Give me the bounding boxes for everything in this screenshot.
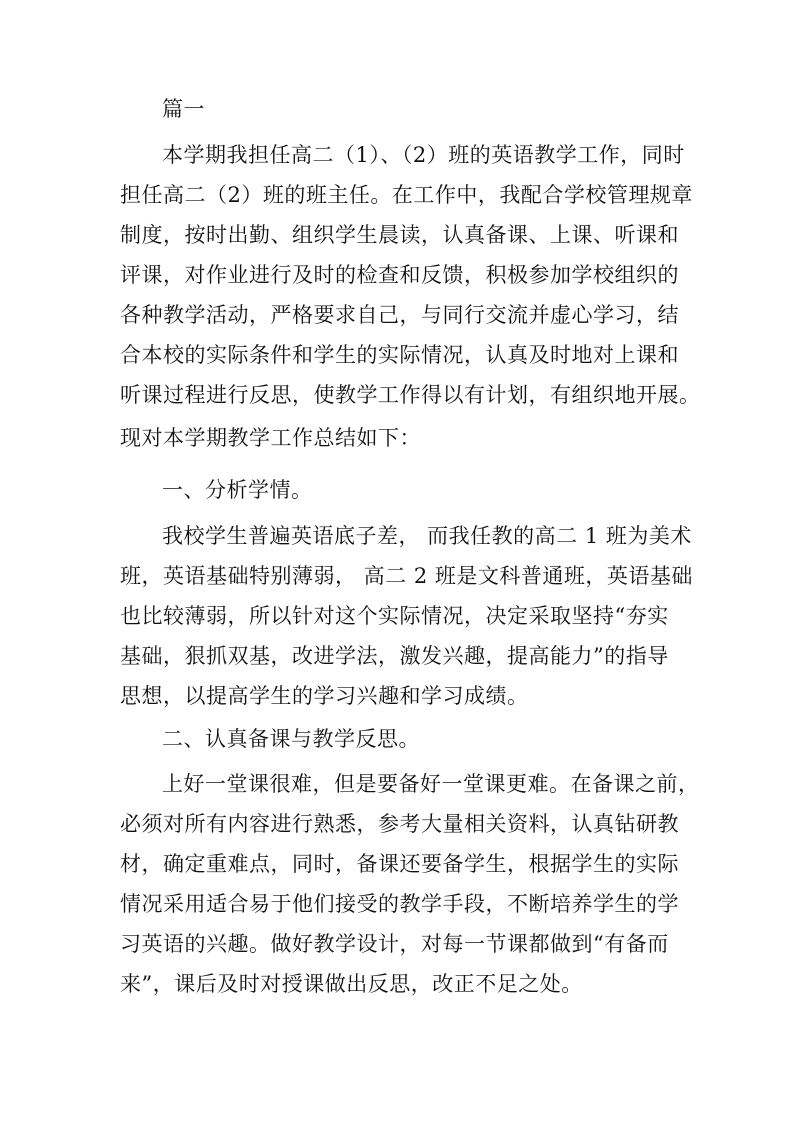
section-heading: 一、分析学情。: [162, 478, 313, 502]
paragraph-line: 听课过程进行反思，使教学工作得以有计划，有组织地开展。: [120, 383, 701, 407]
paragraph-line: 我校学生普遍英语底子差， 而我任教的高二 1 班为美术: [162, 524, 692, 548]
paragraph-line: 情况采用适合易于他们接受的教学手段，不断培养学生的学: [120, 892, 679, 916]
paragraph-line: 评课，对作业进行及时的检查和反馈，积极参加学校组织的: [120, 263, 679, 287]
paragraph-line: 制度，按时出勤、组织学生晨读，认真备课、上课、听课和: [120, 223, 679, 247]
paragraph-line: 本学期我担任高二（1）、（2）班的英语教学工作，同时: [162, 143, 685, 167]
paragraph-line: 担任高二（2）班的班主任。在工作中，我配合学校管理规章: [120, 183, 693, 207]
paragraph-line: 也比较薄弱，所以针对这个实际情况，决定采取坚持“夯实: [120, 604, 669, 628]
paragraph-line: 基础，狠抓双基，改进学法，激发兴趣，提高能力”的指导: [120, 644, 669, 668]
paragraph-line: 上好一堂课很难，但是要备好一堂课更难。在备课之前，: [162, 772, 700, 796]
paragraph-line: 班，英语基础特别薄弱， 高二 2 班是文科普通班，英语基础: [120, 564, 693, 588]
paragraph-line: 材，确定重难点，同时，备课还要备学生，根据学生的实际: [120, 852, 679, 876]
paragraph-line: 习英语的兴趣。做好教学设计，对每一节课都做到“有备而: [120, 932, 669, 956]
paragraph-line: 各种教学活动，严格要求自己，与同行交流并虚心学习，结: [120, 303, 679, 327]
section-heading: 二、认真备课与教学反思。: [162, 727, 420, 751]
paragraph-line: 思想，以提高学生的学习兴趣和学习成绩。: [120, 684, 529, 708]
paragraph-line: 必须对所有内容进行熟悉，参考大量相关资料，认真钻研教: [120, 812, 679, 836]
paragraph-line: 合本校的实际条件和学生的实际情况，认真及时地对上课和: [120, 343, 679, 367]
paragraph-line: 现对本学期教学工作总结如下：: [120, 426, 421, 450]
paragraph-line: 来”，课后及时对授课做出反思，改正不足之处。: [120, 972, 583, 996]
document-heading: 篇一: [162, 97, 205, 121]
